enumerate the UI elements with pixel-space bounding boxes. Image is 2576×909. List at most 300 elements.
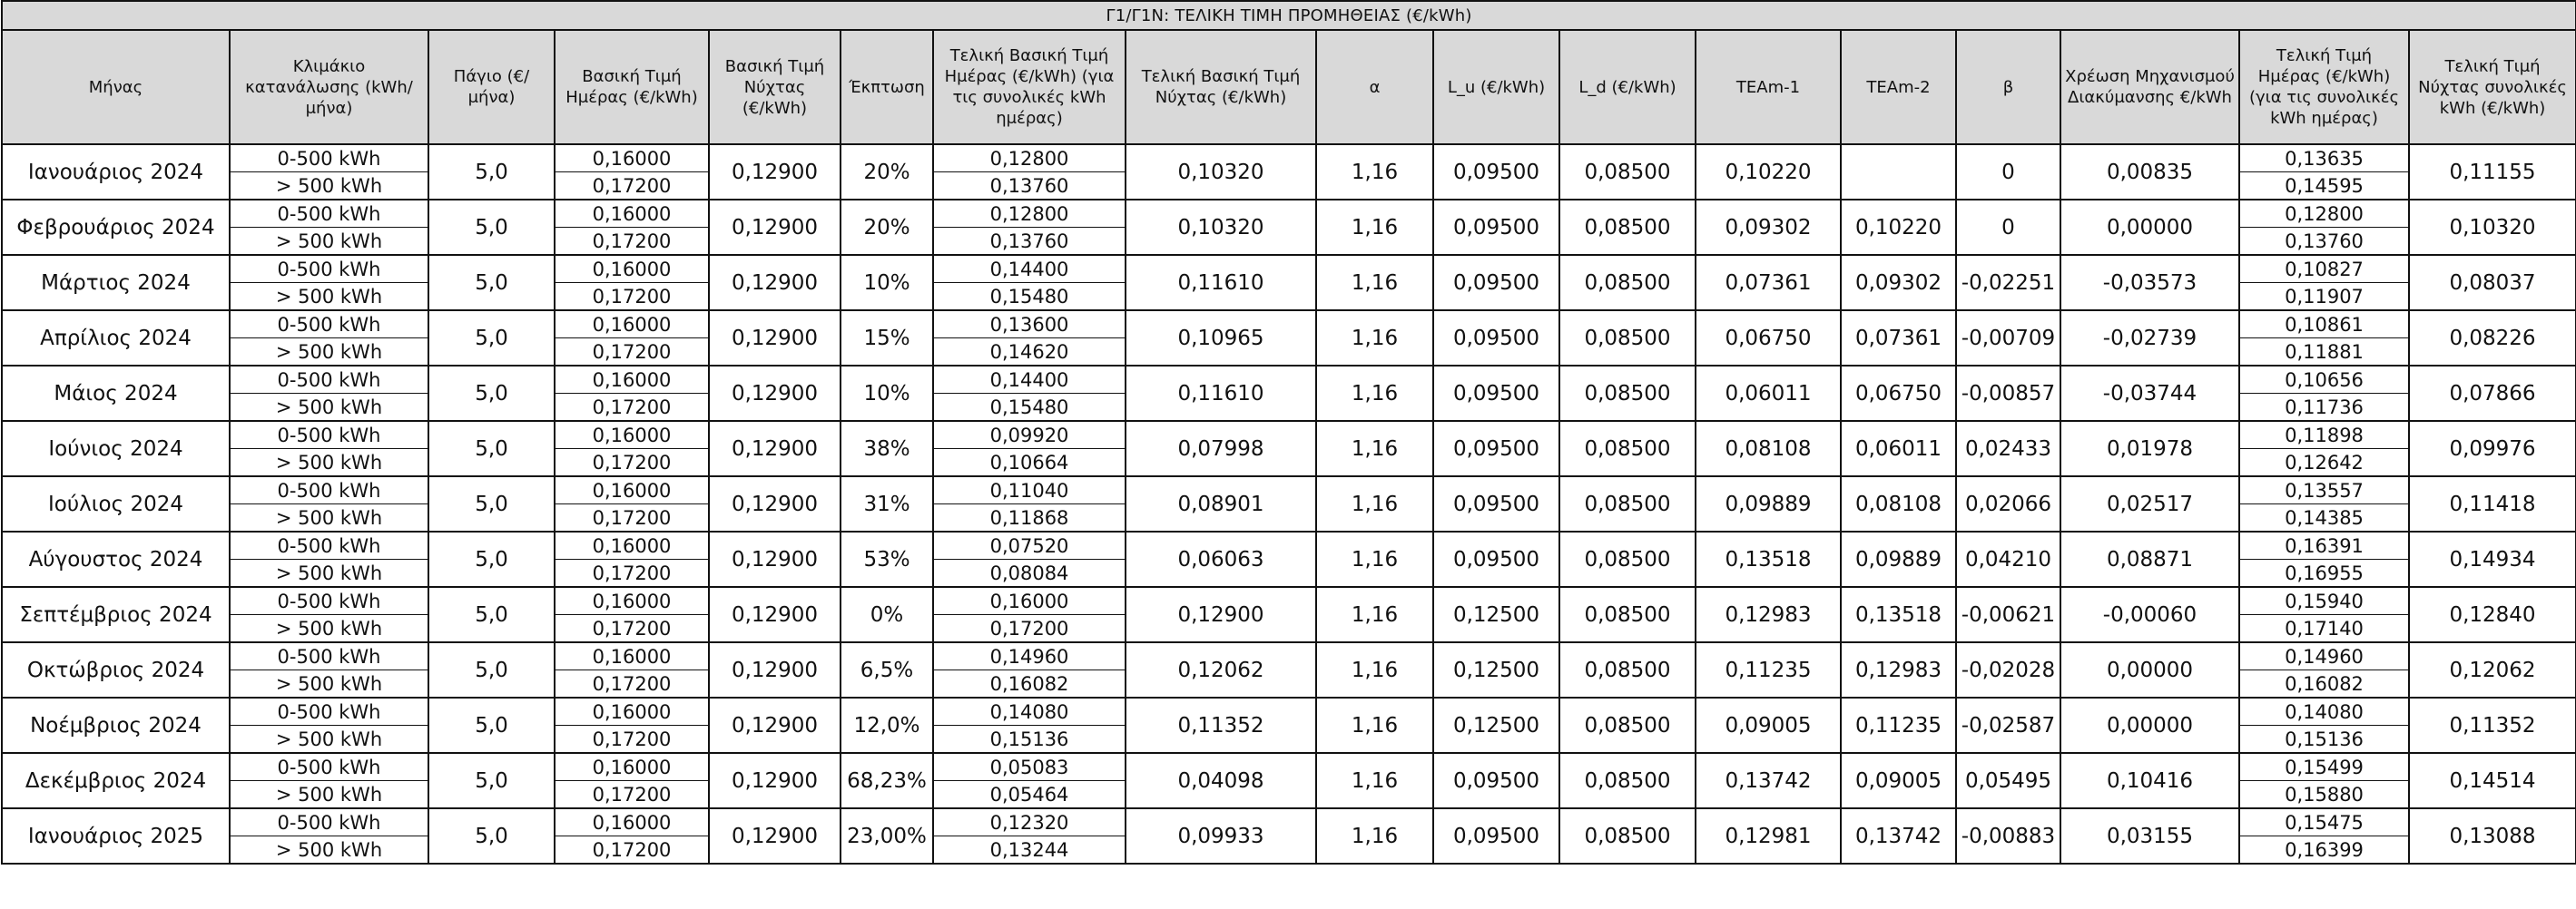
base-day-price-cell: 0,17200 [555,228,709,256]
mechanism-charge-cell: 0,00835 [2060,144,2239,200]
team1-cell: 0,10220 [1696,144,1841,200]
final-base-day-price-cell: 0,14620 [933,338,1126,367]
month-cell: Σεπτέμβριος 2024 [2,587,230,642]
mechanism-charge-cell: 0,00000 [2060,698,2239,753]
fixed-charge-cell: 5,0 [428,476,555,532]
tier-cell: > 500 kWh [230,449,428,477]
base-day-price-cell: 0,17200 [555,283,709,311]
alpha-cell: 1,16 [1316,698,1433,753]
tier-cell: > 500 kWh [230,726,428,754]
team2-cell: 0,06011 [1841,421,1956,476]
beta-cell: -0,00709 [1956,310,2060,366]
ld-cell: 0,08500 [1559,476,1696,532]
final-base-day-price-cell: 0,16082 [933,670,1126,699]
price-table [1,0,2576,865]
base-night-price-cell: 0,12900 [709,808,841,864]
base-day-price-cell: 0,17200 [555,615,709,643]
table-row [2,366,2576,394]
final-base-day-price-cell: 0,17200 [933,615,1126,643]
team2-cell: 0,09302 [1841,255,1956,310]
base-day-price-cell: 0,16000 [555,587,709,615]
team1-cell: 0,12981 [1696,808,1841,864]
team1-cell: 0,12983 [1696,587,1841,642]
lu-cell: 0,09500 [1433,476,1559,532]
final-base-day-price-cell: 0,11868 [933,504,1126,533]
tier-cell: 0-500 kWh [230,808,428,836]
alpha-cell: 1,16 [1316,421,1433,476]
final-day-price-cell: 0,10827 [2239,255,2409,283]
final-base-day-price-cell: 0,14960 [933,642,1126,670]
final-night-price-cell: 0,10320 [2409,200,2576,255]
final-base-day-price-cell: 0,10664 [933,449,1126,477]
discount-cell: 15% [841,310,933,366]
team1-cell: 0,06750 [1696,310,1841,366]
month-cell: Απρίλιος 2024 [2,310,230,366]
alpha-cell: 1,16 [1316,753,1433,808]
final-base-day-price-cell: 0,13600 [933,310,1126,338]
final-base-day-price-cell: 0,16000 [933,587,1126,615]
header-row [2,30,2576,144]
final-day-price-cell: 0,11907 [2239,283,2409,311]
final-base-day-price-cell: 0,12800 [933,200,1126,228]
fixed-charge-cell: 5,0 [428,587,555,642]
header-final-base-day-price: Τελική Βασική Τιμή Ημέρας (€/kWh) (για τις συνολικές kWh ημέρας) [933,30,1126,144]
header-lu: L_u (€/kWh) [1433,30,1559,144]
beta-cell: 0,02066 [1956,476,2060,532]
header-alpha: α [1316,30,1433,144]
fixed-charge-cell: 5,0 [428,255,555,310]
ld-cell: 0,08500 [1559,255,1696,310]
final-base-night-price-cell: 0,10320 [1126,200,1316,255]
final-day-price-cell: 0,16082 [2239,670,2409,699]
tier-cell: 0-500 kWh [230,532,428,560]
final-base-day-price-cell: 0,14400 [933,255,1126,283]
table-row [2,698,2576,726]
beta-cell: 0,02433 [1956,421,2060,476]
alpha-cell: 1,16 [1316,310,1433,366]
header-base-night-price: Βασική Τιμή Νύχτας (€/kWh) [709,30,841,144]
base-day-price-cell: 0,16000 [555,144,709,172]
base-day-price-cell: 0,17200 [555,394,709,422]
base-day-price-cell: 0,17200 [555,338,709,367]
beta-cell: -0,02028 [1956,642,2060,698]
month-cell: Αύγουστος 2024 [2,532,230,587]
alpha-cell: 1,16 [1316,200,1433,255]
base-day-price-cell: 0,17200 [555,670,709,699]
table-row [2,255,2576,283]
final-base-night-price-cell: 0,12900 [1126,587,1316,642]
final-base-day-price-cell: 0,05464 [933,781,1126,809]
month-cell: Μάρτιος 2024 [2,255,230,310]
lu-cell: 0,09500 [1433,421,1559,476]
final-base-day-price-cell: 0,09920 [933,421,1126,449]
final-night-price-cell: 0,12840 [2409,587,2576,642]
team2-cell: 0,09889 [1841,532,1956,587]
final-night-price-cell: 0,11155 [2409,144,2576,200]
tier-cell: 0-500 kWh [230,310,428,338]
final-day-price-cell: 0,16955 [2239,560,2409,588]
team2-cell [1841,144,1956,200]
final-base-night-price-cell: 0,10965 [1126,310,1316,366]
table-row [2,310,2576,338]
fixed-charge-cell: 5,0 [428,753,555,808]
alpha-cell: 1,16 [1316,144,1433,200]
final-night-price-cell: 0,07866 [2409,366,2576,421]
final-day-price-cell: 0,16399 [2239,836,2409,865]
base-day-price-cell: 0,16000 [555,255,709,283]
ld-cell: 0,08500 [1559,366,1696,421]
base-day-price-cell: 0,17200 [555,449,709,477]
tier-cell: > 500 kWh [230,836,428,865]
tier-cell: 0-500 kWh [230,642,428,670]
ld-cell: 0,08500 [1559,421,1696,476]
month-cell: Μάιος 2024 [2,366,230,421]
header-final-base-night-price: Τελική Βασική Τιμή Νύχτας (€/kWh) [1126,30,1316,144]
final-base-night-price-cell: 0,11352 [1126,698,1316,753]
header-discount: Έκπτωση [841,30,933,144]
title-row [2,1,2576,30]
team1-cell: 0,07361 [1696,255,1841,310]
fixed-charge-cell: 5,0 [428,366,555,421]
lu-cell: 0,09500 [1433,532,1559,587]
base-night-price-cell: 0,12900 [709,587,841,642]
final-night-price-cell: 0,08037 [2409,255,2576,310]
team1-cell: 0,06011 [1696,366,1841,421]
header-ld: L_d (€/kWh) [1559,30,1696,144]
final-base-night-price-cell: 0,10320 [1126,144,1316,200]
discount-cell: 31% [841,476,933,532]
tier-cell: > 500 kWh [230,172,428,200]
final-day-price-cell: 0,14080 [2239,698,2409,726]
final-day-price-cell: 0,13635 [2239,144,2409,172]
discount-cell: 0% [841,587,933,642]
tier-cell: 0-500 kWh [230,144,428,172]
final-base-day-price-cell: 0,15136 [933,726,1126,754]
base-night-price-cell: 0,12900 [709,698,841,753]
lu-cell: 0,09500 [1433,144,1559,200]
lu-cell: 0,09500 [1433,753,1559,808]
table-row [2,476,2576,504]
alpha-cell: 1,16 [1316,532,1433,587]
base-day-price-cell: 0,16000 [555,642,709,670]
team2-cell: 0,13518 [1841,587,1956,642]
final-day-price-cell: 0,10861 [2239,310,2409,338]
alpha-cell: 1,16 [1316,808,1433,864]
final-day-price-cell: 0,15475 [2239,808,2409,836]
table-row [2,587,2576,615]
final-base-day-price-cell: 0,15480 [933,283,1126,311]
header-final-day-price: Τελική Τιμή Ημέρας (€/kWh) (για τις συνολικές kWh ημέρας) [2239,30,2409,144]
fixed-charge-cell: 5,0 [428,144,555,200]
final-base-day-price-cell: 0,07520 [933,532,1126,560]
final-day-price-cell: 0,11736 [2239,394,2409,422]
discount-cell: 10% [841,255,933,310]
final-day-price-cell: 0,11881 [2239,338,2409,367]
header-beta: β [1956,30,2060,144]
tier-cell: > 500 kWh [230,283,428,311]
base-day-price-cell: 0,16000 [555,366,709,394]
final-base-night-price-cell: 0,11610 [1126,366,1316,421]
base-night-price-cell: 0,12900 [709,144,841,200]
discount-cell: 12,0% [841,698,933,753]
team2-cell: 0,11235 [1841,698,1956,753]
fixed-charge-cell: 5,0 [428,808,555,864]
final-base-day-price-cell: 0,11040 [933,476,1126,504]
final-day-price-cell: 0,15880 [2239,781,2409,809]
month-cell: Δεκέμβριος 2024 [2,753,230,808]
beta-cell: 0 [1956,144,2060,200]
final-day-price-cell: 0,10656 [2239,366,2409,394]
final-base-day-price-cell: 0,08084 [933,560,1126,588]
team1-cell: 0,13518 [1696,532,1841,587]
final-base-day-price-cell: 0,15480 [933,394,1126,422]
discount-cell: 10% [841,366,933,421]
ld-cell: 0,08500 [1559,587,1696,642]
alpha-cell: 1,16 [1316,587,1433,642]
final-night-price-cell: 0,11418 [2409,476,2576,532]
mechanism-charge-cell: 0,08871 [2060,532,2239,587]
base-day-price-cell: 0,17200 [555,836,709,865]
ld-cell: 0,08500 [1559,532,1696,587]
team2-cell: 0,12983 [1841,642,1956,698]
beta-cell: 0 [1956,200,2060,255]
final-night-price-cell: 0,13088 [2409,808,2576,864]
final-base-night-price-cell: 0,12062 [1126,642,1316,698]
header-tier: Κλιμάκιο κατανάλωσης (kWh/μήνα) [230,30,428,144]
base-day-price-cell: 0,16000 [555,310,709,338]
final-day-price-cell: 0,15136 [2239,726,2409,754]
lu-cell: 0,12500 [1433,642,1559,698]
table-row [2,200,2576,228]
lu-cell: 0,12500 [1433,698,1559,753]
discount-cell: 6,5% [841,642,933,698]
team2-cell: 0,13742 [1841,808,1956,864]
final-day-price-cell: 0,11898 [2239,421,2409,449]
final-day-price-cell: 0,12642 [2239,449,2409,477]
base-night-price-cell: 0,12900 [709,366,841,421]
team2-cell: 0,07361 [1841,310,1956,366]
discount-cell: 20% [841,144,933,200]
header-team2: TEAm-2 [1841,30,1956,144]
beta-cell: 0,04210 [1956,532,2060,587]
final-day-price-cell: 0,14960 [2239,642,2409,670]
final-night-price-cell: 0,14514 [2409,753,2576,808]
base-day-price-cell: 0,17200 [555,560,709,588]
table-row [2,421,2576,449]
team1-cell: 0,09005 [1696,698,1841,753]
month-cell: Ιούνιος 2024 [2,421,230,476]
mechanism-charge-cell: 0,03155 [2060,808,2239,864]
tier-cell: > 500 kWh [230,504,428,533]
team2-cell: 0,09005 [1841,753,1956,808]
team1-cell: 0,08108 [1696,421,1841,476]
alpha-cell: 1,16 [1316,255,1433,310]
base-day-price-cell: 0,16000 [555,532,709,560]
final-base-day-price-cell: 0,12320 [933,808,1126,836]
final-base-day-price-cell: 0,05083 [933,753,1126,781]
base-day-price-cell: 0,17200 [555,781,709,809]
beta-cell: 0,05495 [1956,753,2060,808]
tier-cell: > 500 kWh [230,670,428,699]
tier-cell: > 500 kWh [230,560,428,588]
table-row [2,532,2576,560]
mechanism-charge-cell: -0,03744 [2060,366,2239,421]
alpha-cell: 1,16 [1316,476,1433,532]
team2-cell: 0,08108 [1841,476,1956,532]
table-row [2,642,2576,670]
team2-cell: 0,10220 [1841,200,1956,255]
lu-cell: 0,09500 [1433,366,1559,421]
lu-cell: 0,09500 [1433,200,1559,255]
tier-cell: 0-500 kWh [230,698,428,726]
final-night-price-cell: 0,09976 [2409,421,2576,476]
final-base-night-price-cell: 0,08901 [1126,476,1316,532]
tier-cell: > 500 kWh [230,615,428,643]
header-mechanism-charge: Χρέωση Μηχανισμού Διακύμανσης €/kWh [2060,30,2239,144]
discount-cell: 20% [841,200,933,255]
lu-cell: 0,09500 [1433,310,1559,366]
ld-cell: 0,08500 [1559,753,1696,808]
mechanism-charge-cell: 0,10416 [2060,753,2239,808]
table-title: Γ1/Γ1Ν: ΤΕΛΙΚΗ ΤΙΜΗ ΠΡΟΜΗΘΕΙΑΣ (€/kWh) [2,1,2576,30]
tier-cell: > 500 kWh [230,338,428,367]
base-day-price-cell: 0,16000 [555,698,709,726]
final-day-price-cell: 0,14385 [2239,504,2409,533]
beta-cell: -0,02587 [1956,698,2060,753]
header-month: Μήνας [2,30,230,144]
month-cell: Ιανουάριος 2024 [2,144,230,200]
table-row [2,144,2576,172]
base-day-price-cell: 0,16000 [555,476,709,504]
base-night-price-cell: 0,12900 [709,255,841,310]
beta-cell: -0,00621 [1956,587,2060,642]
mechanism-charge-cell: -0,03573 [2060,255,2239,310]
beta-cell: -0,02251 [1956,255,2060,310]
final-day-price-cell: 0,15499 [2239,753,2409,781]
tier-cell: 0-500 kWh [230,421,428,449]
ld-cell: 0,08500 [1559,200,1696,255]
final-night-price-cell: 0,14934 [2409,532,2576,587]
team1-cell: 0,13742 [1696,753,1841,808]
discount-cell: 68,23% [841,753,933,808]
tier-cell: 0-500 kWh [230,753,428,781]
header-final-night-price: Τελική Τιμή Νύχτας συνολικές kWh (€/kWh) [2409,30,2576,144]
fixed-charge-cell: 5,0 [428,532,555,587]
table-row [2,808,2576,836]
tier-cell: 0-500 kWh [230,476,428,504]
final-base-night-price-cell: 0,07998 [1126,421,1316,476]
table-row [2,753,2576,781]
final-base-day-price-cell: 0,12800 [933,144,1126,172]
discount-cell: 53% [841,532,933,587]
final-day-price-cell: 0,16391 [2239,532,2409,560]
tier-cell: 0-500 kWh [230,366,428,394]
final-day-price-cell: 0,14595 [2239,172,2409,200]
alpha-cell: 1,16 [1316,642,1433,698]
tier-cell: 0-500 kWh [230,255,428,283]
final-base-day-price-cell: 0,14400 [933,366,1126,394]
header-base-day-price: Βασική Τιμή Ημέρας (€/kWh) [555,30,709,144]
tier-cell: > 500 kWh [230,228,428,256]
ld-cell: 0,08500 [1559,642,1696,698]
base-night-price-cell: 0,12900 [709,753,841,808]
mechanism-charge-cell: -0,02739 [2060,310,2239,366]
final-night-price-cell: 0,12062 [2409,642,2576,698]
ld-cell: 0,08500 [1559,698,1696,753]
base-night-price-cell: 0,12900 [709,642,841,698]
fixed-charge-cell: 5,0 [428,421,555,476]
tier-cell: 0-500 kWh [230,587,428,615]
base-night-price-cell: 0,12900 [709,476,841,532]
ld-cell: 0,08500 [1559,144,1696,200]
fixed-charge-cell: 5,0 [428,698,555,753]
team1-cell: 0,09302 [1696,200,1841,255]
final-base-night-price-cell: 0,04098 [1126,753,1316,808]
fixed-charge-cell: 5,0 [428,200,555,255]
beta-cell: -0,00883 [1956,808,2060,864]
month-cell: Φεβρουάριος 2024 [2,200,230,255]
discount-cell: 23,00% [841,808,933,864]
base-day-price-cell: 0,16000 [555,200,709,228]
base-day-price-cell: 0,17200 [555,504,709,533]
tier-cell: > 500 kWh [230,781,428,809]
final-night-price-cell: 0,11352 [2409,698,2576,753]
final-day-price-cell: 0,15940 [2239,587,2409,615]
header-fixed-charge: Πάγιο (€/μήνα) [428,30,555,144]
base-day-price-cell: 0,16000 [555,808,709,836]
tier-cell: 0-500 kWh [230,200,428,228]
final-day-price-cell: 0,12800 [2239,200,2409,228]
lu-cell: 0,09500 [1433,808,1559,864]
base-day-price-cell: 0,17200 [555,172,709,200]
final-base-day-price-cell: 0,13760 [933,228,1126,256]
base-day-price-cell: 0,17200 [555,726,709,754]
final-base-night-price-cell: 0,06063 [1126,532,1316,587]
month-cell: Ιούλιος 2024 [2,476,230,532]
header-team1: TEAm-1 [1696,30,1841,144]
mechanism-charge-cell: -0,00060 [2060,587,2239,642]
final-base-night-price-cell: 0,09933 [1126,808,1316,864]
final-day-price-cell: 0,13557 [2239,476,2409,504]
base-day-price-cell: 0,16000 [555,753,709,781]
final-night-price-cell: 0,08226 [2409,310,2576,366]
team1-cell: 0,11235 [1696,642,1841,698]
lu-cell: 0,12500 [1433,587,1559,642]
final-base-day-price-cell: 0,13244 [933,836,1126,865]
team1-cell: 0,09889 [1696,476,1841,532]
ld-cell: 0,08500 [1559,808,1696,864]
base-night-price-cell: 0,12900 [709,200,841,255]
alpha-cell: 1,16 [1316,366,1433,421]
tier-cell: > 500 kWh [230,394,428,422]
ld-cell: 0,08500 [1559,310,1696,366]
base-night-price-cell: 0,12900 [709,421,841,476]
base-day-price-cell: 0,16000 [555,421,709,449]
base-night-price-cell: 0,12900 [709,310,841,366]
mechanism-charge-cell: 0,00000 [2060,642,2239,698]
final-day-price-cell: 0,17140 [2239,615,2409,643]
final-base-day-price-cell: 0,13760 [933,172,1126,200]
lu-cell: 0,09500 [1433,255,1559,310]
table-body [2,144,2576,864]
beta-cell: -0,00857 [1956,366,2060,421]
month-cell: Νοέμβριος 2024 [2,698,230,753]
month-cell: Ιανουάριος 2025 [2,808,230,864]
discount-cell: 38% [841,421,933,476]
team2-cell: 0,06750 [1841,366,1956,421]
final-base-day-price-cell: 0,14080 [933,698,1126,726]
base-night-price-cell: 0,12900 [709,532,841,587]
